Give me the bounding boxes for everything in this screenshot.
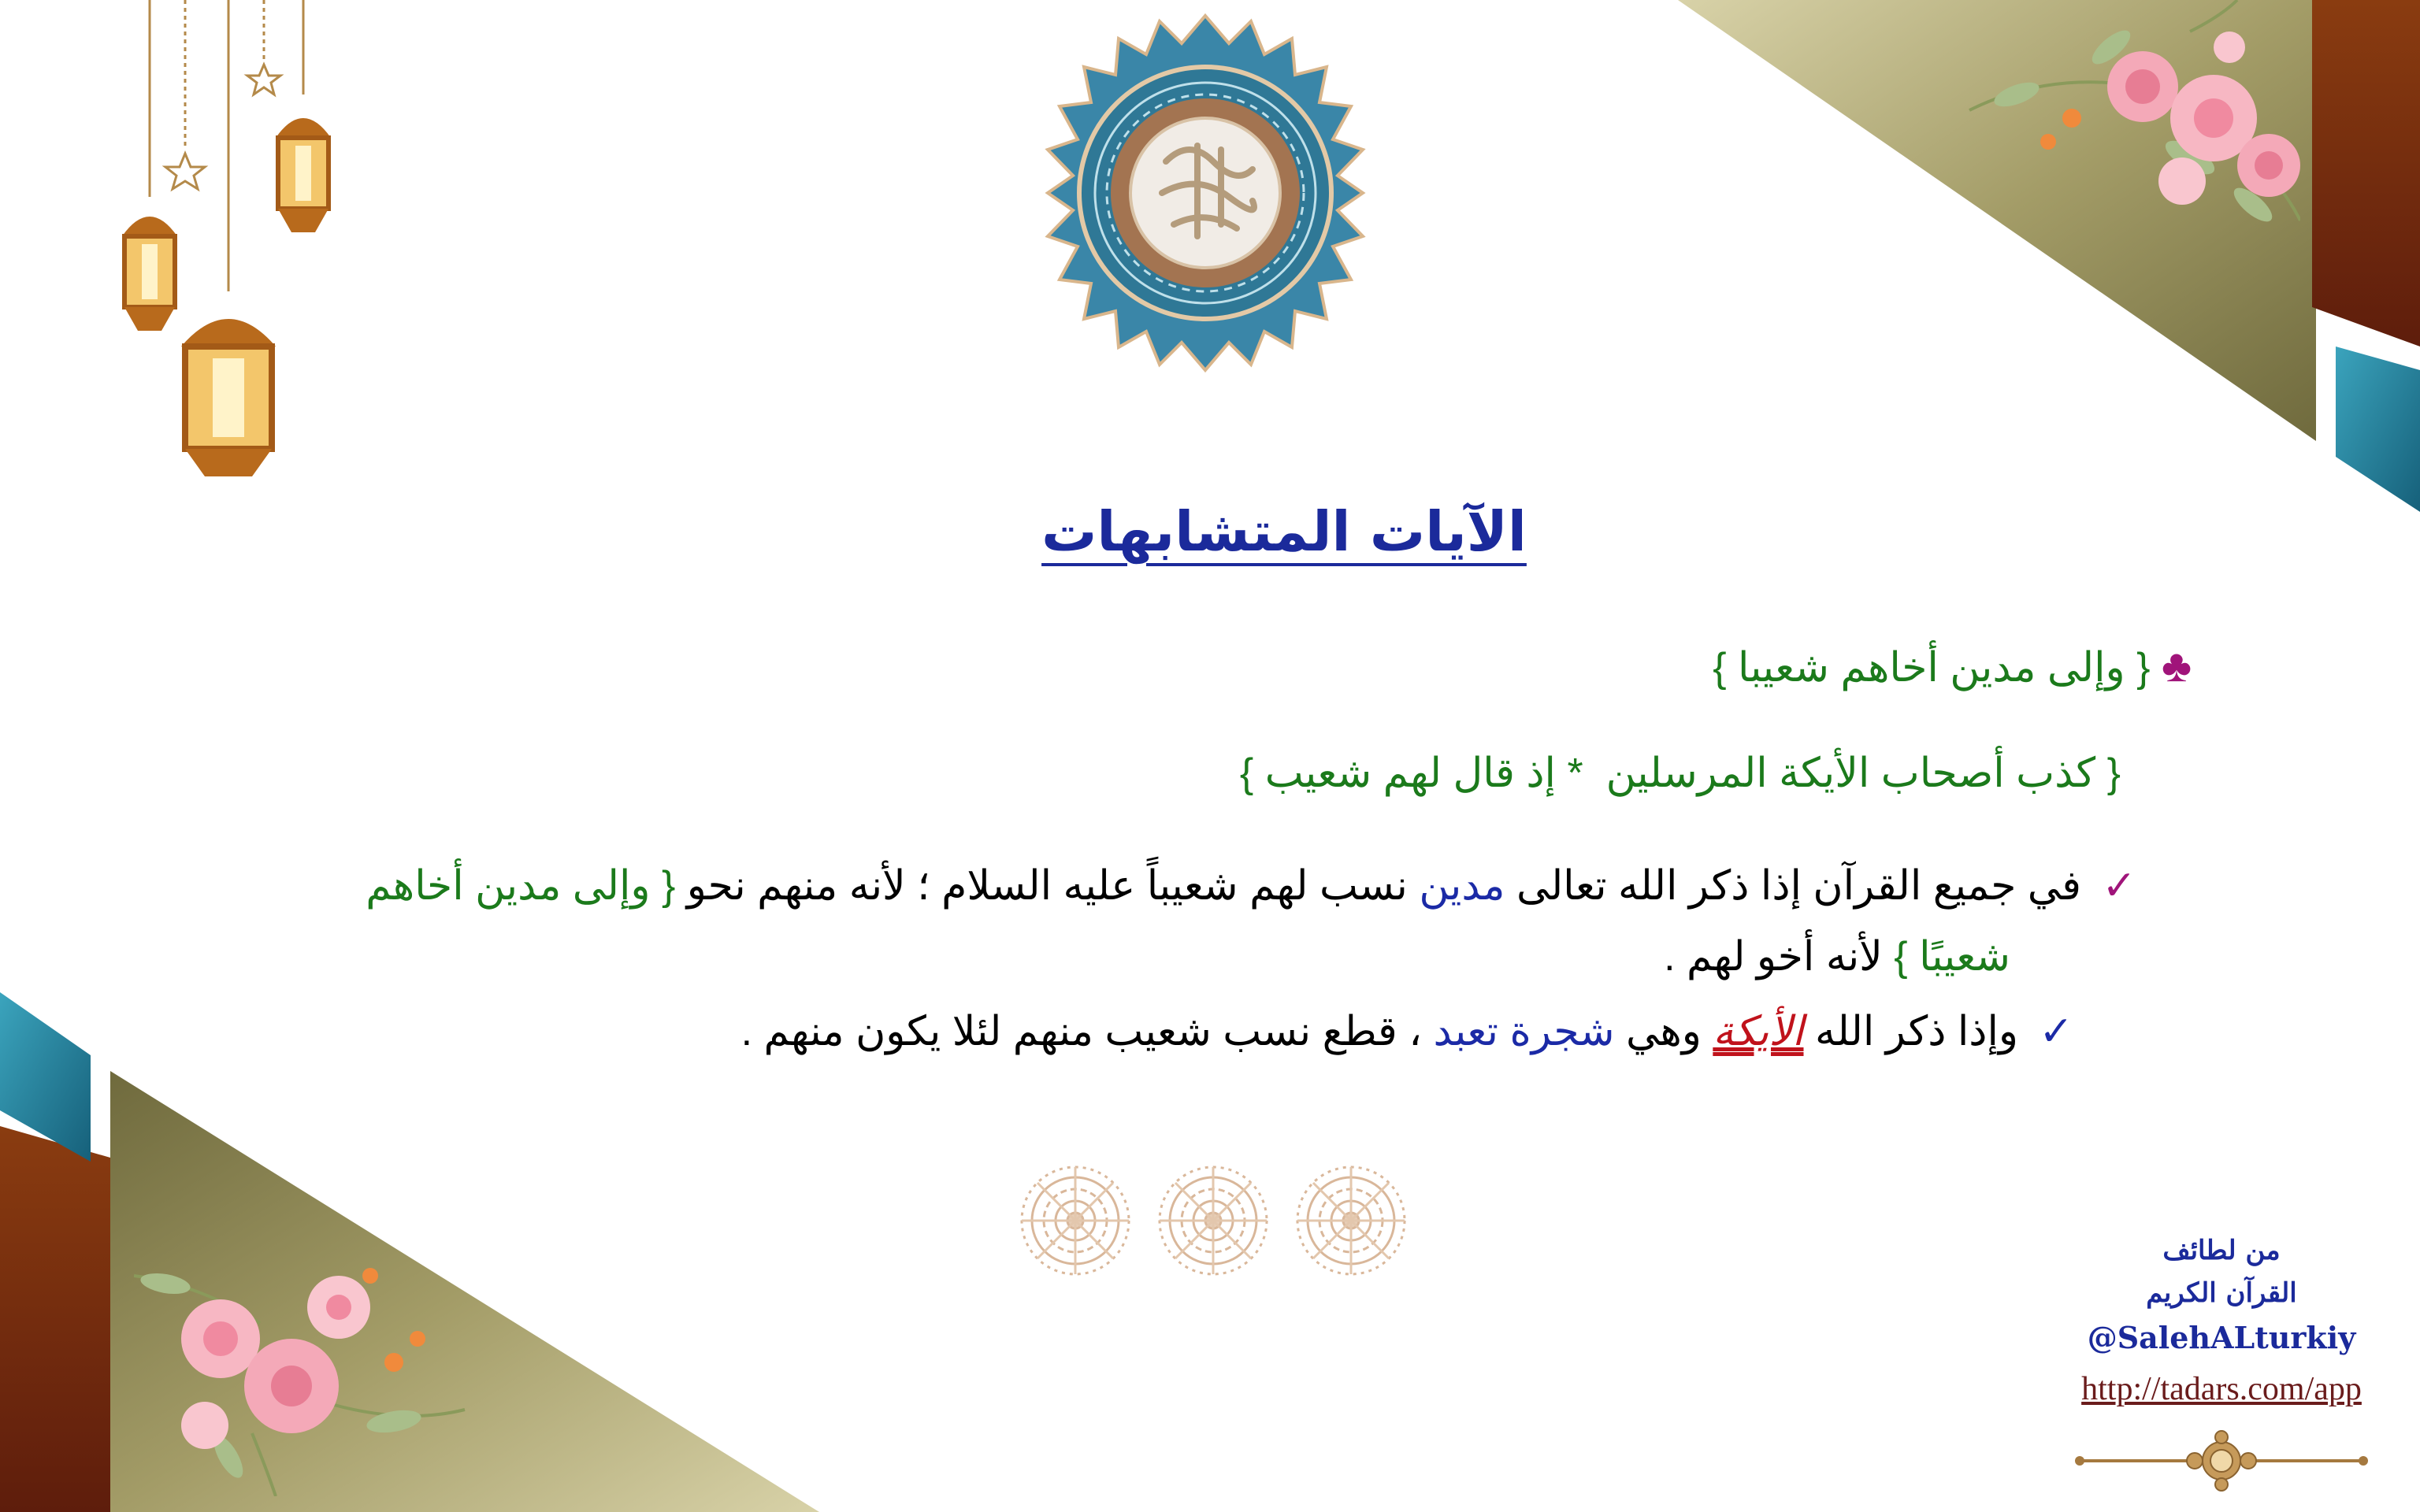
verse-close-brace: }	[1239, 750, 1254, 796]
point-1-text-c: لأنه أخو لهم .	[1664, 934, 1883, 980]
quote-open-brace: {	[661, 863, 676, 909]
lantern-small-right	[276, 118, 331, 232]
quote-close-brace: }	[1894, 934, 1908, 980]
point-2-text-c: ، قطع نسب شعيب منهم لئلا يكون منهم .	[740, 1009, 1423, 1054]
credit-line-1: من لطائف	[2162, 1235, 2281, 1266]
bottom-left-brown-band	[0, 1126, 110, 1512]
verse-open-brace: {	[2136, 645, 2151, 691]
point-2-text-a: وإذا ذكر الله	[1814, 1009, 2018, 1054]
star-icon	[165, 154, 205, 189]
checkmark-icon: ✓	[2102, 863, 2136, 909]
mandala-ornament-icon	[1022, 1167, 1129, 1274]
point-1-text-a: في جميع القرآن إذا ذكر الله تعالى	[1516, 863, 2081, 909]
flower-bouquet-icon	[1954, 0, 2300, 236]
top-right-teal-band	[2336, 346, 2420, 512]
point-2-tree: شجرة تعبد	[1433, 1009, 1615, 1054]
lantern-small-left	[122, 217, 177, 331]
point-2-aykah: الأيكة	[1713, 1009, 1804, 1054]
verse-open-brace: {	[2106, 750, 2121, 796]
credit-handle: @SalehALturkiy	[2087, 1320, 2356, 1355]
checkmark-icon: ✓	[2039, 1009, 2073, 1054]
point-1-line-2	[1664, 933, 2010, 980]
top-right-brown-band	[2312, 0, 2420, 346]
point-2-text-b: وهي	[1626, 1009, 1702, 1054]
quran-medallion-icon	[1024, 12, 1386, 374]
page-title: الآيات المتشابهات	[1041, 499, 1527, 564]
verse-line-2	[1240, 750, 2121, 797]
verse-line-1	[1713, 639, 2192, 692]
quote-line-2: شعيبًا	[1919, 934, 2010, 980]
star-icon	[247, 65, 280, 94]
flower-bouquet-icon	[134, 1228, 481, 1496]
mandala-ornament-row	[1016, 1162, 1410, 1280]
ornament-divider-icon	[2072, 1429, 2371, 1492]
credit-line-2: القرآن الكريم	[2146, 1277, 2297, 1309]
verse-text: كذب أصحاب الأيكة المرسلين * إذ قال لهم شعيب	[1264, 750, 2096, 796]
lantern-large	[181, 319, 276, 476]
club-bullet-icon: ♣	[2161, 640, 2192, 691]
quote-line-1: وإلى مدين أخاهم	[366, 863, 651, 909]
mandala-ornament-icon	[1297, 1167, 1405, 1274]
credit-url-link[interactable]: http://tadars.com/app	[2081, 1371, 2362, 1407]
point-1-line-1	[366, 862, 2136, 910]
lantern-icon	[95, 0, 347, 488]
point-1-text-b: نسب لهم شعيباً عليه السلام ؛ لأنه منهم نحو	[686, 863, 1408, 909]
point-1-madyan: مدين	[1419, 863, 1505, 909]
verse-text: وإلى مدين أخاهم شعيبا	[1738, 645, 2125, 691]
verse-close-brace: }	[1713, 645, 1727, 691]
point-2-line	[740, 1008, 2073, 1055]
mandala-ornament-icon	[1160, 1167, 1267, 1274]
